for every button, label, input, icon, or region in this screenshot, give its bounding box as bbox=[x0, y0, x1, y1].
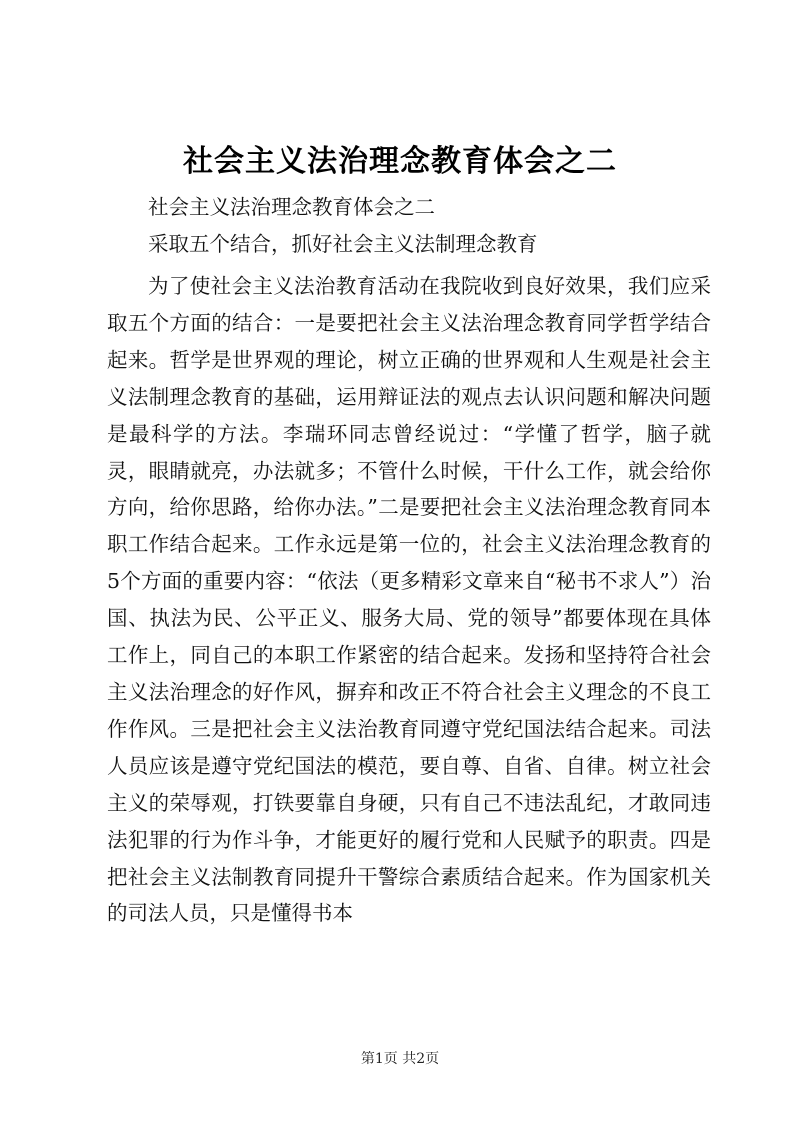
document-subtitle: 社会主义法治理念教育体会之二 bbox=[148, 195, 435, 219]
document-title: 社会主义法治理念教育体会之二 bbox=[183, 144, 617, 179]
body-paragraph: 为了使社会主义法治教育活动在我院收到良好效果，我们应采取五个方面的结合：一是要把社会主义法治理念教育同学哲学结合起来。哲学是世界观的理论，树立正确的世界观和人生观是社会主义法制理念教育的基础，运用辩证法的观点去认识问题和解决问题是最科学的方法。李瑞环同志曾经说过：“学懂了哲学，脑子就灵，眼睛就亮，办法就多；不管什么时候，干什么工作，就会给你方向，给你思路，给你办法。”二是要把社会主义法治理念教育同本职工作结合起来。工作永远是第一位的，社会主义法治理念教育的5个方面的重要内容：“依法（更多精彩文章来自“秘书不求人”）治国、执法为民、公平正义、服务大局、党的领导”都要体现在具体工作上，同自己的本职工作紧密的结合起来。发扬和坚持符合社会主义法治理念的好作风，摒弃和改正不符合社会主义理念的不良工作作风。三是把社会主义法治教育同遵守党纪国法结合起来。司法人员应该是遵守党纪国法的模范，要自尊、自省、自律。树立社会主义的荣辱观，打铁要靠自身硬，只有自己不违法乱纪，才敢同违法犯罪的行为作斗争，才能更好的履行党和人民赋予的职责。四是把社会主义法制教育同提升干警综合素质结合起来。作为国家机关的司法人员，只是懂得书本 bbox=[107, 274, 711, 926]
section-heading: 采取五个结合，抓好社会主义法制理念教育 bbox=[148, 232, 538, 256]
page-number-footer: 第1页 共2页 bbox=[360, 1051, 440, 1067]
